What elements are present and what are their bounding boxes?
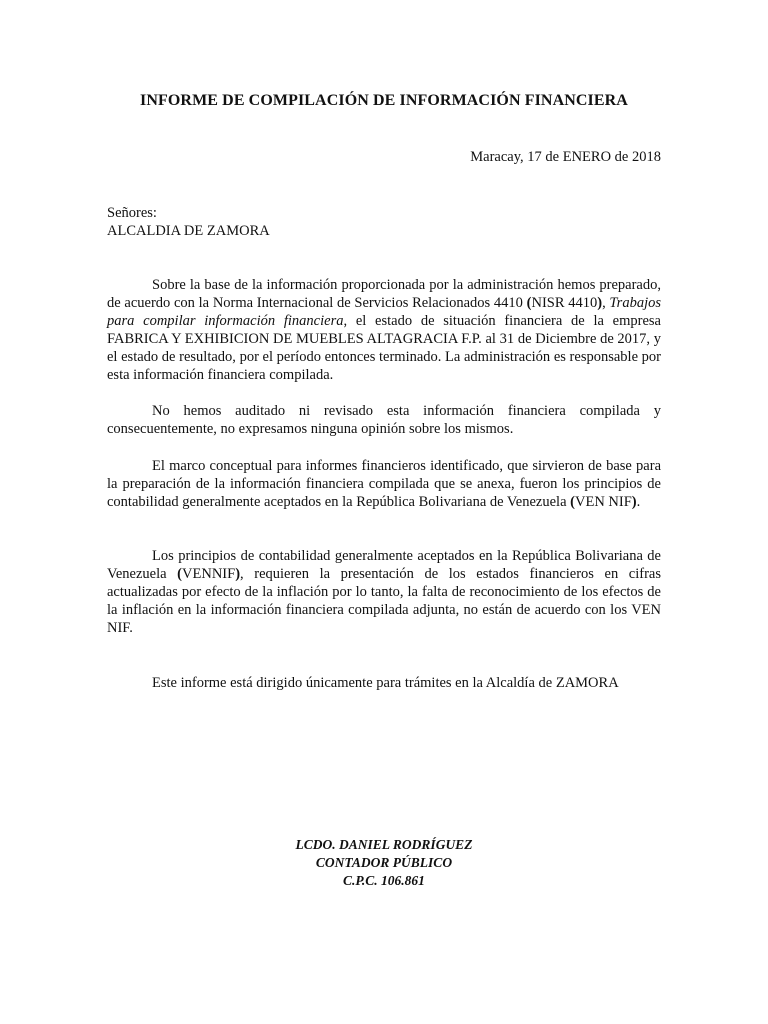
paragraph-3 (107, 457, 661, 511)
signature-license: C.P.C. 106.861 (343, 873, 425, 888)
paragraph-4-paren-open: ( (177, 566, 183, 582)
paragraph-1 (107, 276, 661, 384)
paragraph-1-paren-open: ( (526, 295, 532, 311)
paragraph-1-comma: , (602, 295, 610, 311)
signature-role: CONTADOR PÚBLICO (315, 855, 453, 870)
salutation: Señores: (107, 205, 157, 221)
paragraph-5-text: Este informe está dirigido únicamente para trámites en la Alcaldía de ZAMORA (152, 675, 619, 691)
paragraph-4-paren-close: ) (235, 566, 241, 582)
salutation-block (107, 204, 270, 240)
addressee: ALCALDIA DE ZAMORA (107, 223, 270, 239)
paragraph-5 (107, 674, 661, 692)
document-date: Maracay, 17 de ENERO de 2018 (470, 149, 661, 165)
paragraph-3-vennif: VEN NIF (574, 494, 632, 510)
paragraph-3-period: . (636, 494, 641, 510)
document-title: INFORME DE COMPILACIÓN DE INFORMACIÓN FINANCIERA (140, 92, 628, 109)
signature-block (0, 836, 768, 890)
paragraph-1-paren-close: ) (597, 295, 603, 311)
paragraph-4-vennif: VENNIF (182, 566, 236, 582)
paragraph-1-text-b: , el estado de situación financiera de la empresa FABRICA Y EXHIBICION DE MUEBLES ALTAGRACIA F.P. al 31 de Diciembre de 2017, y el estado de resultado, por el período entonces terminado. La administración es responsable por esta información financiera compilada. (107, 313, 661, 383)
paragraph-3-text-a: El marco conceptual para informes financieros identificado, que sirvieron de base para la preparación de la información financiera compilada que se anexa, fueron los principios de contabilidad generalmente aceptados en la República Bolivariana de Venezuela (107, 458, 661, 510)
paragraph-4 (107, 547, 661, 637)
paragraph-3-paren-open: ( (570, 494, 575, 510)
paragraph-2-text: No hemos auditado ni revisado esta información financiera compilada y consecuentemente, no expresamos ninguna opinión sobre los mismos. (107, 403, 661, 437)
paragraph-3-paren-close: ) (631, 494, 637, 510)
paragraph-1-text-a: Sobre la base de la información proporcionada por la administración hemos preparado, de acuerdo con la Norma Internacional de Servicios Relacionados 4410 (107, 277, 661, 311)
paragraph-2 (107, 402, 661, 438)
paragraph-1-nisr: NISR 4410 (531, 295, 598, 311)
paragraph-4-text-b: , requieren la presentación de los estados financieros en cifras actualizadas por efecto de la inflación por lo tanto, la falta de reconocimiento de los efectos de la inflación en la información financiera compilada adjunta, no están de acuerdo con los VEN NIF. (107, 566, 662, 636)
signature-name: LCDO. DANIEL RODRÍGUEZ (295, 837, 473, 852)
paragraph-1-italic-title: Trabajos para compilar información financiera (107, 295, 661, 329)
paragraph-4-text-a: Los principios de contabilidad generalmente aceptados en la República Bolivariana de Venezuela (107, 548, 661, 582)
